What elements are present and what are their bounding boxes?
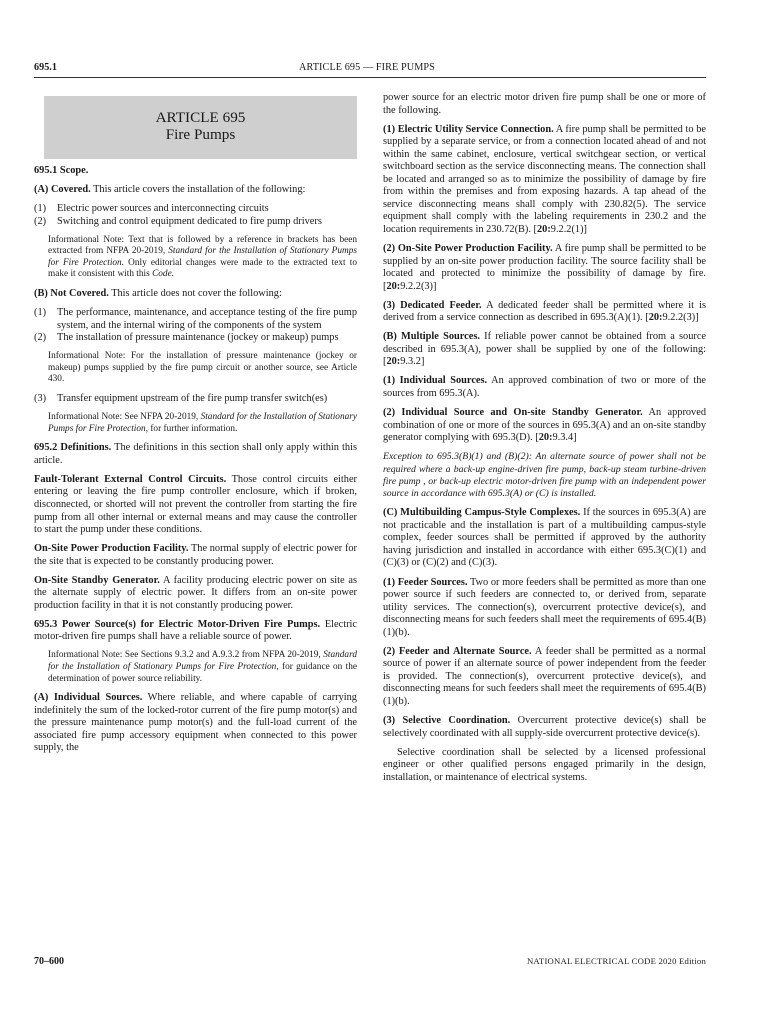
article-title: ARTICLE 695 bbox=[155, 109, 246, 126]
text-run: 9.2.2(1)] bbox=[550, 223, 587, 235]
bold-run: (3) Dedicated Feeder. bbox=[383, 299, 482, 311]
text-run: 9.2.2(3)] bbox=[400, 280, 437, 292]
left-column-body bbox=[34, 165, 357, 755]
text-run: Where reliable, and where capable of carrying indefinitely the sum of the locked-rotor current of the fire pump motor(s) and the pressure maintenance pump motor(s) and the full-load current of the associated fire pump accessory equipment when connected to this power supply, the bbox=[34, 692, 357, 754]
text-run: The definitions in this section shall only apply within this article. bbox=[34, 442, 357, 466]
paragraph bbox=[383, 92, 706, 117]
paragraph bbox=[34, 184, 357, 197]
bold-run: (A) Individual Sources. bbox=[34, 692, 143, 704]
paragraph bbox=[34, 619, 357, 644]
text-run: A feeder shall be permitted as a normal source of power if an alternate source of power independent from the feeder is provided. The connection(s), overcurrent protective device(s), and disconnecting means for such feeders shall meet the requirements of 695.4(B)(1)(b). bbox=[383, 645, 706, 707]
edition-label: NATIONAL ELECTRICAL CODE 2020 Edition bbox=[526, 956, 706, 966]
bold-run: 695.1 Scope. bbox=[34, 165, 89, 176]
list-item bbox=[34, 393, 357, 406]
text-run: If the sources in 695.3(A) are not practicable and the installation is part of a multibuilding campus-style complex, feeder sources shall be permitted if approved by the authority having jurisdiction and installed in accordance with either 695.3(C)(1) and (C)(3) or (C)(2) and (C)(3). bbox=[383, 507, 707, 569]
paragraph bbox=[383, 646, 706, 709]
text-run: Two or more feeders shall be permitted as more than one power source if such feeders are connected to, or derived from, separate utility services. The connection(s), overcurrent protective device(s), and disconnecting means for such feeders shall meet the requirements of 695.4(B)(1)(b). bbox=[383, 576, 707, 638]
bold-run: 20: bbox=[386, 280, 401, 292]
text-run: An approved combination of two or more of the sources from 695.3(A). bbox=[383, 375, 707, 399]
text-run: Electric motor-driven fire pumps shall have a reliable source of power. bbox=[34, 618, 357, 643]
bold-run: 695.3 Power Source(s) for Electric Motor-Driven Fire Pumps. bbox=[34, 618, 321, 630]
paragraph bbox=[34, 543, 357, 568]
bold-run: Fault-Tolerant External Control Circuits. bbox=[34, 473, 227, 485]
text-run: An approved combination of one or more of the sources in 695.3(A) and an on-site standby generator complying with 695.3(D). [ bbox=[383, 407, 706, 444]
list-item-number: (2) bbox=[34, 332, 47, 344]
paragraph bbox=[383, 747, 706, 785]
text-run: Only editorial changes were made to the extracted text to make it consistent with this bbox=[48, 257, 357, 280]
paragraph bbox=[34, 165, 357, 178]
bold-run: 20: bbox=[648, 312, 663, 324]
article-subtitle: Fire Pumps bbox=[165, 126, 236, 143]
enumerated-list bbox=[34, 307, 357, 345]
bold-run: (1) Individual Sources. bbox=[383, 375, 488, 387]
paragraph bbox=[383, 715, 706, 740]
text-run: If reliable power cannot be obtained from a source described in 695.3(A), power shall be supplied by one of the following: [ bbox=[383, 331, 707, 368]
text-run: for further information. bbox=[148, 423, 238, 434]
bold-run: (B) Not Covered. bbox=[34, 288, 109, 300]
text-run: This article covers the installation of the following: bbox=[90, 184, 306, 196]
bold-run: (C) Multibuilding Campus-Style Complexes. bbox=[383, 507, 581, 519]
text-run: A fire pump shall be permitted to be supplied by an on-site power production facility. The source facility shall be located and protected to minimize the possibility of damage by fire. [ bbox=[383, 243, 706, 292]
bold-run: (1) Electric Utility Service Connection. bbox=[383, 123, 554, 135]
bold-run: 20: bbox=[538, 432, 553, 444]
bold-run: (A) Covered. bbox=[34, 184, 91, 196]
bold-run: (B) Multiple Sources. bbox=[383, 331, 480, 343]
right-column-body bbox=[383, 92, 706, 784]
paragraph bbox=[34, 692, 357, 755]
italic-run: Code. bbox=[152, 269, 175, 280]
text-run: The normal supply of electric power for the site that is expected to be constantly producing power. bbox=[34, 543, 358, 567]
text-run: Informational Note: See NFPA 20-2019, bbox=[48, 412, 201, 423]
bold-run: (1) Feeder Sources. bbox=[383, 576, 468, 588]
paragraph bbox=[34, 474, 357, 537]
informational-note bbox=[34, 412, 357, 435]
header-running-title: ARTICLE 695 — FIRE PUMPS bbox=[299, 62, 435, 73]
text-run: 9.3.4] bbox=[552, 432, 577, 444]
text-run: A facility producing electric power on site as the alternate supply of electric power. It differs from an on-site power production facility in that it is not constantly producing power. bbox=[34, 574, 358, 611]
paragraph bbox=[383, 243, 706, 293]
text-run: power source for an electric motor driven fire pump shall be one or more of the following. bbox=[383, 92, 706, 116]
list-item bbox=[34, 307, 357, 332]
text-run: This article does not cover the following: bbox=[108, 288, 282, 300]
text-run: Informational Note: See Sections 9.3.2 and A.9.3.2 from NFPA 20-2019, bbox=[48, 650, 324, 661]
page-number: 70–600 bbox=[34, 956, 64, 967]
exception-text bbox=[383, 451, 706, 501]
paragraph bbox=[383, 375, 706, 400]
paragraph bbox=[383, 577, 706, 640]
paragraph bbox=[34, 575, 357, 613]
informational-note bbox=[34, 650, 357, 685]
list-item-number: (1) bbox=[34, 203, 47, 215]
enumerated-list bbox=[34, 203, 357, 228]
list-item bbox=[34, 203, 357, 216]
paragraph bbox=[383, 407, 706, 445]
text-run: Selective coordination shall be selected by a licensed professional engineer or other qualified persons engaged primarily in the design, installation, or maintenance of electrical systems. bbox=[383, 746, 706, 783]
list-item-text: The performance, maintenance, and acceptance testing of the fire pump system, and the internal wiring of the components of the system bbox=[57, 307, 357, 331]
left-column bbox=[34, 92, 357, 761]
paragraph bbox=[383, 507, 706, 570]
bold-run: (3) Selective Coordination. bbox=[383, 715, 511, 726]
list-item-number: (3) bbox=[34, 393, 47, 405]
bold-run: (2) Feeder and Alternate Source. bbox=[383, 645, 532, 657]
article-banner bbox=[44, 96, 357, 159]
text-run: for guidance on the determination of power source reliability. bbox=[48, 662, 357, 684]
paragraph bbox=[34, 288, 357, 301]
informational-note bbox=[34, 235, 357, 281]
text-run: Informational Note: For the installation of pressure maintenance (jockey or makeup) pumps supplied by the fire pump circuit or another source, see Article 430. bbox=[48, 351, 357, 385]
paragraph bbox=[383, 300, 706, 325]
page-footer bbox=[34, 956, 706, 970]
list-item-number: (1) bbox=[34, 307, 47, 319]
bold-run: On-Site Power Production Facility. bbox=[34, 543, 189, 555]
list-item-text: Transfer equipment upstream of the fire pump transfer switch(es) bbox=[57, 393, 328, 405]
bold-run: 695.2 Definitions. bbox=[34, 442, 112, 454]
paragraph bbox=[34, 442, 357, 467]
text-run: A fire pump shall be permitted to be supplied by a separate service, or from a connection located ahead of and not within the same cabinet, enclosure, vertical switchgear section, or vertical switchboard section as the service disconnecting means. The connection shall be located and arranged so as to minimize the possibility of damage by fire from within the premises and from exposing hazards. A tap ahead of the service disconnecting means shall comply with 230.82(5). The service equipment shall comply with the labeling requirements in 230.2 and the location requirements in 230.72(B). [ bbox=[383, 123, 706, 235]
header-rule bbox=[34, 77, 706, 78]
text-run: Those control circuits either entering or leaving the fire pump controller enclosure, which if broken, disconnected, or shorted will not prevent the controller from starting the fire pump from all other internal or external means and may cause the controller to start the pump under these conditions. bbox=[34, 473, 357, 536]
list-item-number: (2) bbox=[34, 215, 47, 227]
text-run: Informational Note: Text that is followed by a reference in brackets has been extracted from NFPA 20-2019, bbox=[48, 234, 357, 257]
paragraph bbox=[383, 331, 706, 369]
list-item bbox=[34, 332, 357, 345]
page-header bbox=[34, 62, 706, 76]
text-run: A dedicated feeder shall be permitted where it is derived from a service connection as described in 695.3(A)(1). [ bbox=[383, 299, 707, 324]
bold-run: (2) On-Site Power Production Facility. bbox=[383, 243, 553, 255]
bold-run: 20: bbox=[536, 223, 551, 235]
enumerated-list bbox=[34, 393, 357, 406]
list-item-text: Switching and control equipment dedicated to fire pump drivers bbox=[57, 215, 322, 227]
italic-run: Standard for the Installation of Stationary Pumps for Fire Protection. bbox=[48, 246, 357, 268]
italic-run: Standard for the Installation of Stationary Pumps for Fire Protection, bbox=[48, 412, 357, 434]
text-run: 9.2.2(3)] bbox=[662, 312, 699, 324]
bold-run: On-Site Standby Generator. bbox=[34, 574, 160, 586]
paragraph bbox=[383, 124, 706, 237]
list-item-text: Electric power sources and interconnecting circuits bbox=[57, 203, 269, 215]
bold-run: (2) Individual Source and On-site Standby Generator. bbox=[383, 407, 643, 419]
informational-note bbox=[34, 351, 357, 386]
right-column bbox=[383, 92, 706, 791]
list-item bbox=[34, 216, 357, 229]
text-run: Overcurrent protective device(s) shall be selectively coordinated with all supply-side overcurrent protective device(s). bbox=[383, 715, 706, 739]
list-item-text: The installation of pressure maintenance (jockey or makeup) pumps bbox=[57, 332, 339, 344]
bold-run: 20: bbox=[386, 356, 401, 368]
text-run: Exception to 695.3(B)(1) and (B)(2): An alternate source of power shall not be required where a back-up engine-driven fire pump, back-up steam turbine-driven fire pump , or back-up electric motor-driven fire pump with an independent power source in accordance with 695.3(A) or (C) is installed. bbox=[383, 451, 706, 500]
italic-run: Standard for the Installation of Stationary Pumps for Fire Protection, bbox=[48, 650, 357, 673]
text-run: 9.3.2] bbox=[400, 356, 425, 368]
header-section-ref: 695.1 bbox=[34, 62, 57, 73]
